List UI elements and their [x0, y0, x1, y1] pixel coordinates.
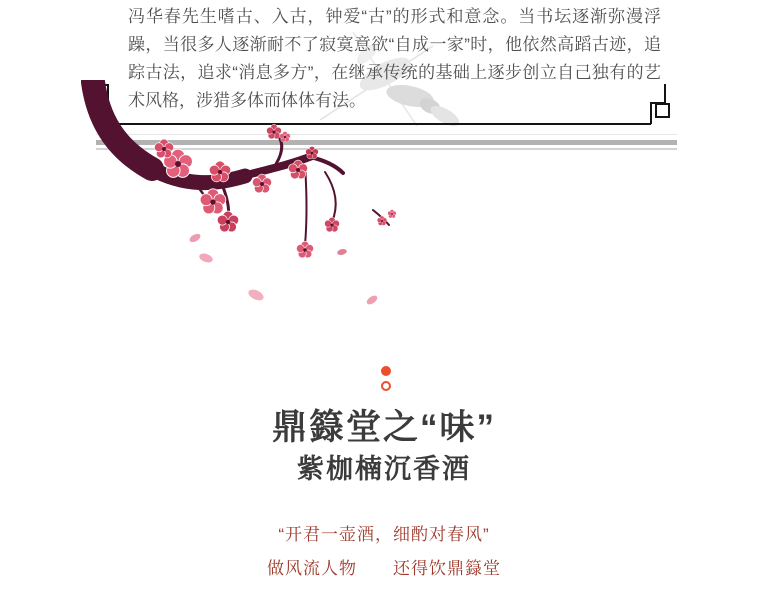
falling-petals [188, 232, 379, 306]
section-title: 鼎籙堂之“味” [271, 408, 496, 447]
verse-line-2: 做风流人物 还得饮鼎籙堂 [267, 559, 501, 578]
section-subtitle: 紫枷楠沉香酒 [297, 454, 471, 484]
section-dot-ring-icon [381, 381, 391, 391]
section-dot-filled-icon [381, 366, 391, 376]
branch-limbs [93, 82, 389, 245]
frame-right-square [656, 104, 669, 117]
article-paragraph: 冯华春先生嗜古、入古，钟爱“古”的形式和意念。当书坛逐渐弥漫浮躁，当很多人逐渐耐不了寂寞意欲“自成一家”时，他依然高蹈古迹，追踪古法，追求“消息多方”，在继承传统的基础上逐步创立自己独有的艺术风格，涉猎多体而体体有法。 [128, 7, 661, 110]
verse-line-1: “开君一壶酒，细酌对春风” [278, 525, 490, 544]
plum-blossom-branch-illustration [80, 80, 460, 320]
